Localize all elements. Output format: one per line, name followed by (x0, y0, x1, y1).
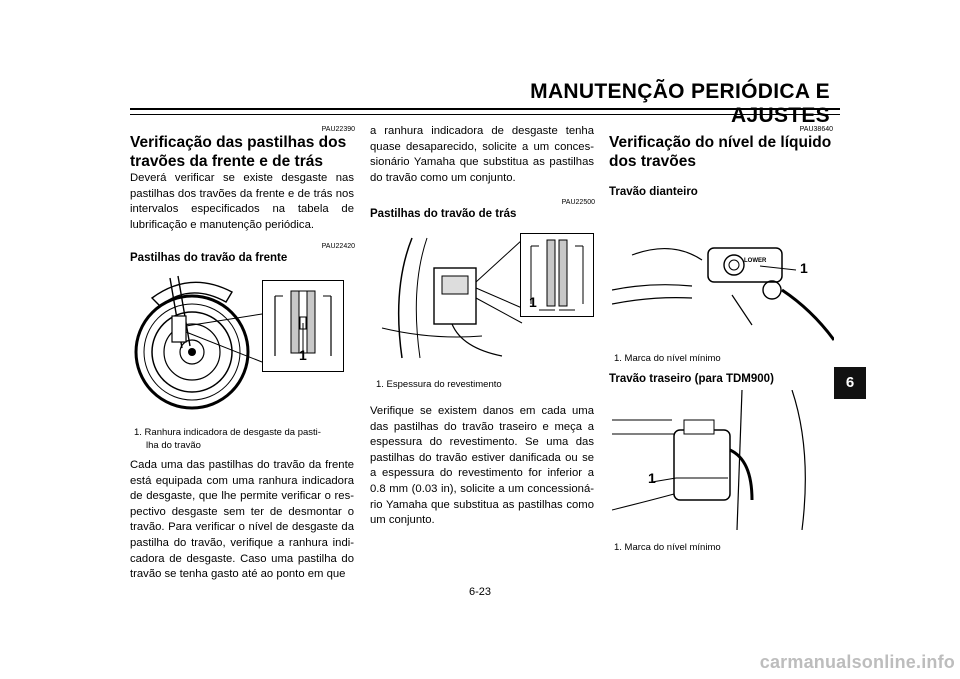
front-brake-pad-figure (130, 270, 355, 418)
figure-caption: 1. Marca do nível mínimo (614, 542, 721, 553)
subsection-heading: Travão traseiro (para TDM900) (609, 373, 774, 385)
figure-caption: 1. Espessura do revestimento (376, 379, 502, 390)
callout-number: 1 (648, 470, 656, 486)
ref-code: PAU22500 (561, 199, 595, 206)
section-heading: Verificação do nível de líquido dos travões (609, 134, 832, 170)
caption-line: 1. Ranhura indicadora de desgaste da pasti- (134, 427, 321, 438)
callout-number: 1 (529, 294, 537, 310)
header-rule-thin (130, 114, 840, 115)
lining-detail-inset (520, 233, 594, 317)
rear-brake-pad-figure (372, 228, 594, 368)
body-paragraph: Cada uma das pastilhas do travão da frente está equipada com uma ranhura indicadora de desgaste, que lhe permite verificar o res-pectivo desgaste sem ter de desmontar o travão. Para verificar o nível de desgaste da pastilha do travão, verifique a ranhura indi-cadora de desgaste. Caso uma pastilha do travão se tenha gasto até ao ponto em que (130, 459, 354, 581)
lower-mark-text: LOWER (744, 258, 767, 264)
subsection-heading: Travão dianteiro (609, 186, 698, 198)
watermark: carmanualsonline.info (759, 652, 955, 672)
page-header-title: MANUTENÇÃO PERIÓDICA E AJUSTES (530, 80, 830, 127)
intro-paragraph: Deverá verificar se existe desgaste nas pastilhas dos travões da frente e de trás nos intervalos especificados na tabela de lubrificação e manutenção periódica. (130, 172, 354, 231)
header-rule-thick (130, 108, 840, 110)
body-paragraph: Verifique se existem danos em cada uma das pastilhas do travão traseiro e meça a espessura do revestimento. Se uma das pastilhas do travão estiver danificada ou se a espessura do revestimento for inferior a 0.8 mm (0.03 in), solicite a um concessioná-rio Yamaha que substitua as pastilhas como um conjunto. (370, 405, 594, 527)
rear-reservoir-figure (612, 390, 834, 530)
pad-detail-inset (262, 280, 344, 372)
callout-number: 1 (800, 260, 808, 276)
callout-number: 1 (299, 347, 307, 363)
caption-line: lha do travão (146, 440, 201, 451)
ref-code: PAU22390 (321, 126, 355, 133)
ref-code: PAU22420 (321, 243, 355, 250)
section-heading: Verificação das pastilhas dos travões da frente e de trás (130, 134, 347, 170)
ref-code: PAU38640 (799, 126, 833, 133)
subsection-heading: Pastilhas do travão da frente (130, 252, 288, 264)
figure-caption: 1. Marca do nível mínimo (614, 353, 721, 364)
body-paragraph-continued: a ranhura indicadora de desgaste tenha quase desaparecido, solicite a um conces-sionário Yamaha que substitua as pastilhas do travão como um conjunto. (370, 125, 594, 184)
figure-caption (134, 426, 356, 452)
chapter-tab[interactable]: 6 (834, 367, 866, 399)
subsection-heading: Pastilhas do travão de trás (370, 208, 517, 220)
front-reservoir-figure (612, 200, 834, 346)
page-number: 6-23 (468, 586, 492, 598)
rear-reservoir-illustration (612, 390, 834, 530)
